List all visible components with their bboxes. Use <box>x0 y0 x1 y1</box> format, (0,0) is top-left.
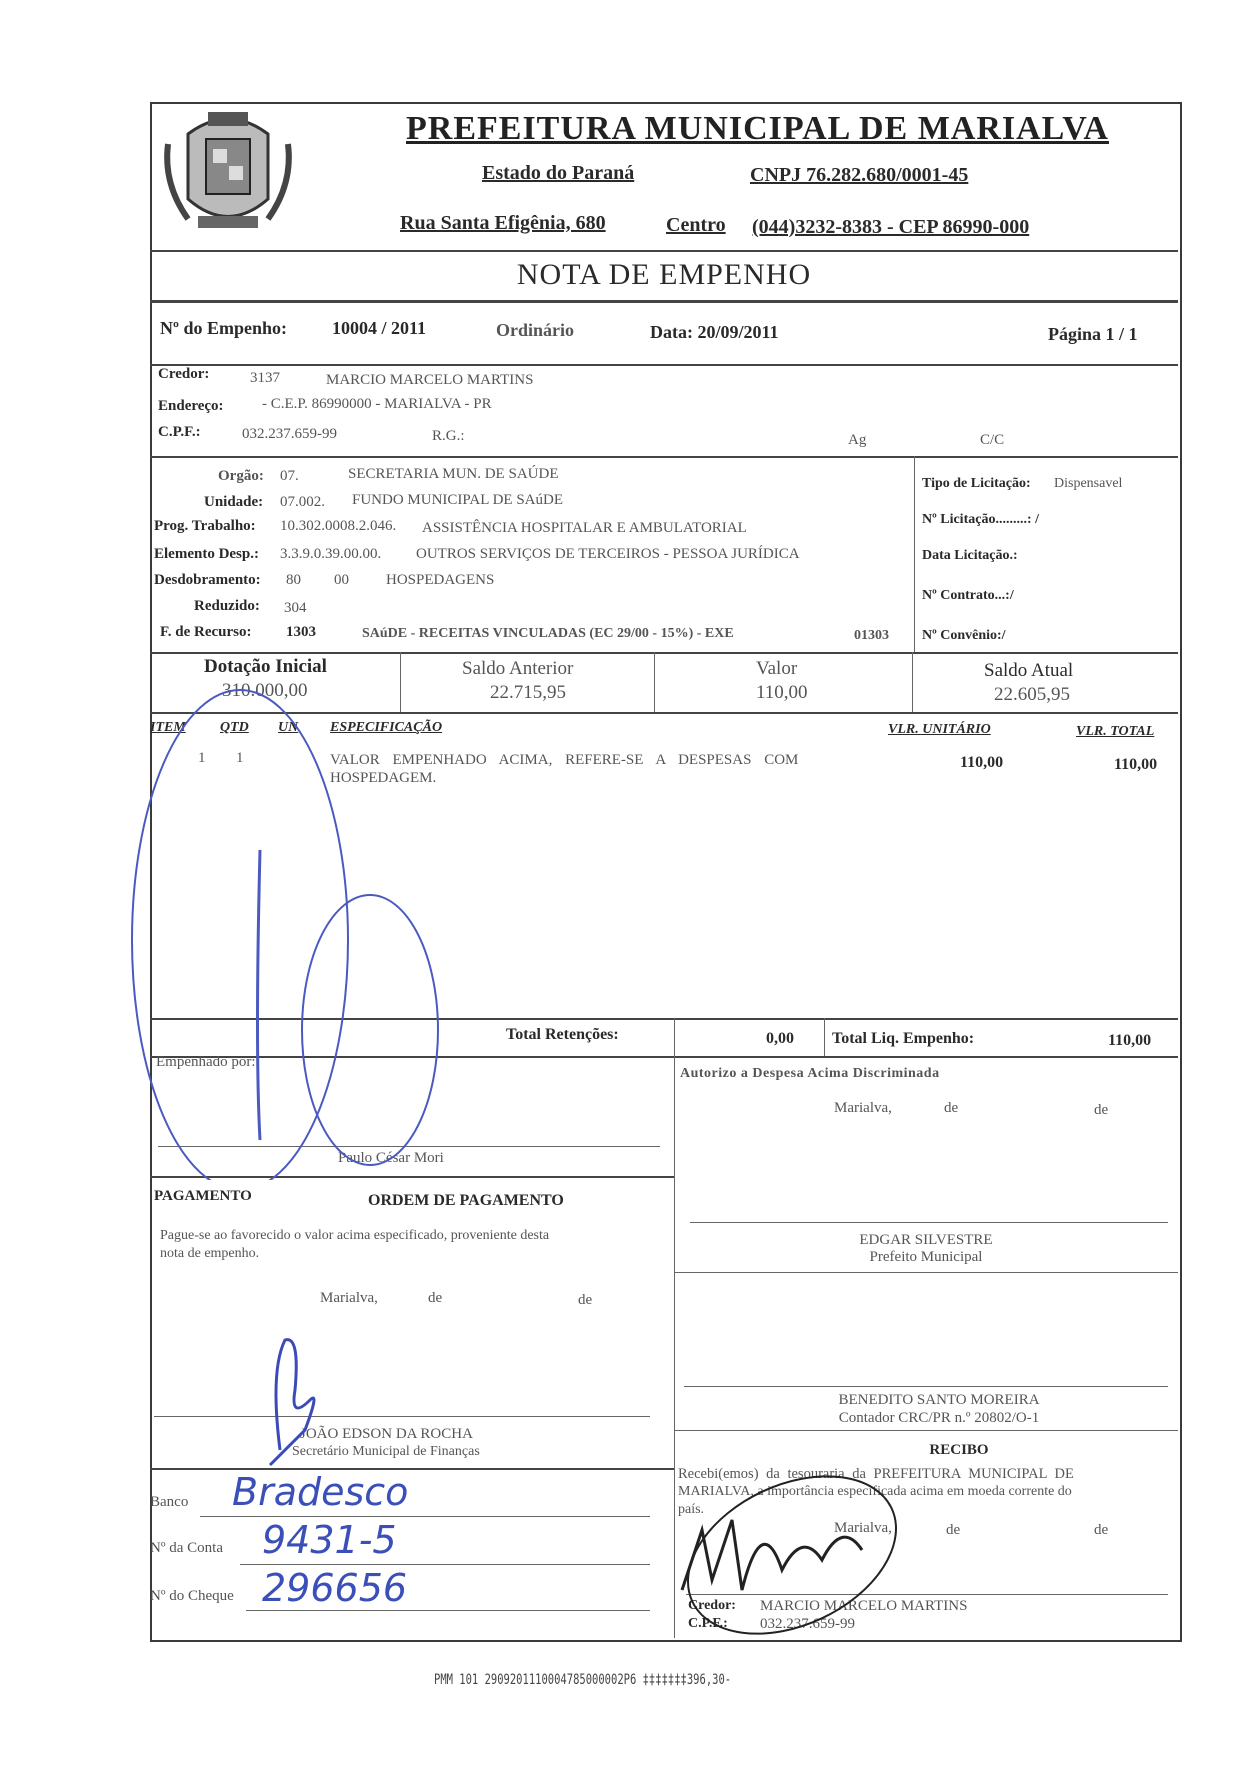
recibo-city: Marialva, <box>834 1520 892 1536</box>
conta-label: Nº da Conta <box>150 1540 223 1556</box>
tipo-licitacao-value: Dispensavel <box>1054 476 1123 491</box>
col-header-total-value: VLR. TOTAL <box>1076 724 1155 739</box>
total-retencoes-value: 0,00 <box>766 1030 794 1047</box>
municipality-title: PREFEITURA MUNICIPAL DE MARIALVA <box>406 110 1109 147</box>
fonte-recurso-code: 1303 <box>286 624 316 640</box>
recibo-cpf: 032.237.659-99 <box>760 1616 855 1632</box>
phone-cep: (044)3232-8383 - CEP 86990-000 <box>752 216 1030 238</box>
ag-label: Ag <box>848 432 867 448</box>
prog-trabalho-code: 10.302.0008.2.046. <box>280 518 397 534</box>
unidade-code: 07.002. <box>280 494 325 510</box>
credor-signature <box>672 1470 922 1640</box>
recibo-cpf-label: C.P.F.: <box>688 1616 728 1631</box>
banco-handwritten: Bradesco <box>232 1470 409 1514</box>
elemento-name: OUTROS SERVIÇOS DE TERCEIROS - PESSOA JURÍDICA <box>416 546 800 562</box>
divider <box>150 1468 674 1470</box>
prog-trabalho-name: ASSISTÊNCIA HOSPITALAR E AMBULATORIAL <box>422 520 747 536</box>
total-liquido-value: 110,00 <box>1108 1032 1152 1049</box>
recibo-text-1: Recebi(emos) da tesouraria da PREFEITURA MUNICIPAL DE <box>678 1466 1074 1482</box>
licitacao-number: Nº Licitação.........: / <box>922 512 1039 527</box>
valor-value: 110,00 <box>756 682 808 703</box>
field-line <box>240 1564 650 1565</box>
empenhado-signature <box>130 650 450 1180</box>
reduzido-label: Reduzido: <box>194 598 260 614</box>
credor-code: 3137 <box>250 370 280 386</box>
convenio-number: Nº Convênio:/ <box>922 628 1006 643</box>
fonte-recurso-label: F. de Recurso: <box>160 624 252 640</box>
credor-address: - C.E.P. 86990000 - MARIALVA - PR <box>262 396 492 412</box>
desdobramento-name: HOSPEDAGENS <box>386 572 495 588</box>
orgao-code: 07. <box>280 468 299 484</box>
pagamento-de2: de <box>578 1292 593 1308</box>
desdobramento-label: Desdobramento: <box>154 572 261 588</box>
divider <box>150 364 1178 366</box>
pagamento-label: PAGAMENTO <box>154 1188 252 1204</box>
item-unit-value: 110,00 <box>960 754 1004 771</box>
pagamento-city: Marialva, <box>320 1290 378 1306</box>
prog-trabalho-label: Prog. Trabalho: <box>154 518 256 534</box>
conta-handwritten: 9431-5 <box>262 1518 397 1562</box>
address-label: Endereço: <box>158 398 224 414</box>
document-title: NOTA DE EMPENHO <box>516 258 812 291</box>
recibo-text-2: MARIALVA, a importância especificada acima em moeda corrente do <box>678 1484 1072 1499</box>
state-name: Estado do Paraná <box>482 162 635 184</box>
signature-line <box>690 1222 1168 1223</box>
col-header-qtd: QTD <box>220 720 249 735</box>
footer-code: PMM 101 2909201110004785000002P6 ‡‡‡‡‡‡‡396,30- <box>434 1672 732 1688</box>
item-total-value: 110,00 <box>1114 756 1158 773</box>
divider <box>824 1018 825 1056</box>
cheque-label: Nº do Cheque <box>150 1588 234 1604</box>
orgao-label: Orgão: <box>218 468 264 484</box>
empenho-type: Ordinário <box>496 320 575 340</box>
cc-label: C/C <box>980 432 1005 448</box>
ordem-pagamento-title: ORDEM DE PAGAMENTO <box>368 1192 564 1209</box>
autorizo-de1: de <box>944 1100 959 1116</box>
contador-role: Contador CRC/PR n.º 20802/O-1 <box>838 1410 1040 1426</box>
item-spec-line1: VALOR EMPENHADO ACIMA, REFERE-SE A DESPESAS COM <box>330 752 799 768</box>
fonte-recurso-name: SAúDE - RECEITAS VINCULADAS (EC 29/00 - 15%) - EXE <box>362 626 734 641</box>
empenhado-signer: Paulo César Mori <box>338 1150 444 1166</box>
dotacao-inicial-value: 310.000,00 <box>222 680 308 701</box>
recibo-de1: de <box>946 1522 961 1538</box>
tipo-licitacao-label: Tipo de Licitação: <box>922 476 1031 491</box>
col-header-item: ITEM <box>150 720 186 735</box>
cpf-label: C.P.F.: <box>158 424 201 440</box>
valor-label: Valor <box>756 658 798 679</box>
recibo-credor-name: MARCIO MARCELO MARTINS <box>760 1598 968 1614</box>
saldo-anterior-label: Saldo Anterior <box>462 658 574 679</box>
saldo-atual-value: 22.605,95 <box>994 684 1070 705</box>
reduzido: 304 <box>284 600 307 616</box>
unidade-label: Unidade: <box>204 494 264 510</box>
divider <box>674 1018 675 1056</box>
coat-of-arms-logo <box>158 104 298 244</box>
fonte-recurso-number: 01303 <box>854 628 889 643</box>
licitacao-date: Data Licitação.: <box>922 548 1018 563</box>
item-number: 1 <box>198 750 206 766</box>
autorizo-label: Autorizo a Despesa Acima Discriminada <box>680 1066 940 1081</box>
street-address: Rua Santa Efigênia, 680 <box>400 212 606 234</box>
divider <box>654 652 655 712</box>
signature-line <box>154 1416 650 1417</box>
empenho-number-label: Nº do Empenho: <box>160 318 287 338</box>
credor-cpf: 032.237.659-99 <box>242 426 337 442</box>
desdobramento-b: 00 <box>334 572 349 588</box>
pagamento-text-2: nota de empenho. <box>160 1246 260 1261</box>
prefeito-role: Prefeito Municipal <box>869 1249 983 1265</box>
secretario-role: Secretário Municipal de Finanças <box>292 1444 480 1459</box>
saldo-atual-label: Saldo Atual <box>984 660 1074 681</box>
cnpj: CNPJ 76.282.680/0001-45 <box>750 164 969 186</box>
elemento-label: Elemento Desp.: <box>154 546 259 562</box>
col-header-unit-value: VLR. UNITÁRIO <box>888 722 991 737</box>
desdobramento-a: 80 <box>286 572 301 588</box>
cheque-handwritten: 296656 <box>262 1566 408 1610</box>
credor-label: Credor: <box>158 366 210 382</box>
saldo-anterior-value: 22.715,95 <box>490 682 566 703</box>
autorizo-city: Marialva, <box>834 1100 892 1116</box>
unidade-name: FUNDO MUNICIPAL DE SAúDE <box>352 492 563 508</box>
col-header-un: UN <box>278 720 299 735</box>
pagamento-text-1: Pague-se ao favorecido o valor acima especificado, proveniente desta <box>160 1228 550 1243</box>
page-number: Página 1 / 1 <box>1048 324 1138 344</box>
orgao-name: SECRETARIA MUN. DE SAÚDE <box>348 466 559 482</box>
divider <box>674 1430 1178 1431</box>
dotacao-inicial-label: Dotação Inicial <box>204 656 327 677</box>
field-line <box>246 1610 650 1611</box>
recibo-credor-label: Credor: <box>688 1598 736 1613</box>
item-spec-line2: HOSPEDAGEM. <box>330 770 437 786</box>
credor-name: MARCIO MARCELO MARTINS <box>326 372 534 388</box>
empenho-number: 10004 / 2011 <box>332 318 427 338</box>
total-retencoes-label: Total Retenções: <box>506 1026 619 1043</box>
field-line <box>200 1516 650 1517</box>
banco-label: Banco <box>150 1494 189 1510</box>
secretario-name: JOÃO EDSON DA ROCHA <box>300 1426 473 1442</box>
district: Centro <box>666 214 726 236</box>
divider <box>150 456 1178 458</box>
total-liquido-label: Total Liq. Empenho: <box>832 1030 975 1047</box>
signature-line <box>684 1386 1168 1387</box>
elemento-code: 3.3.9.0.39.00.00. <box>280 546 382 562</box>
prefeito-name: EDGAR SILVESTRE <box>859 1232 993 1248</box>
autorizo-de2: de <box>1094 1102 1109 1118</box>
item-qtd: 1 <box>236 750 244 766</box>
divider <box>912 652 913 712</box>
divider <box>150 250 1178 252</box>
secretario-signature <box>260 1330 330 1470</box>
col-header-spec: ESPECIFICAÇÃO <box>330 720 443 735</box>
divider <box>914 456 915 652</box>
empenhado-por-label: Empenhado por: <box>156 1054 256 1070</box>
recibo-de2: de <box>1094 1522 1109 1538</box>
recibo-text-3: país. <box>678 1502 705 1517</box>
divider <box>674 1272 1178 1273</box>
contador-name: BENEDITO SANTO MOREIRA <box>838 1392 1040 1408</box>
contrato-number: Nº Contrato...:/ <box>922 588 1014 603</box>
pagamento-de1: de <box>428 1290 443 1306</box>
divider <box>150 300 1178 303</box>
recibo-title: RECIBO <box>929 1442 989 1458</box>
empenho-date: Data: 20/09/2011 <box>650 322 779 342</box>
rg-label: R.G.: <box>432 428 465 444</box>
